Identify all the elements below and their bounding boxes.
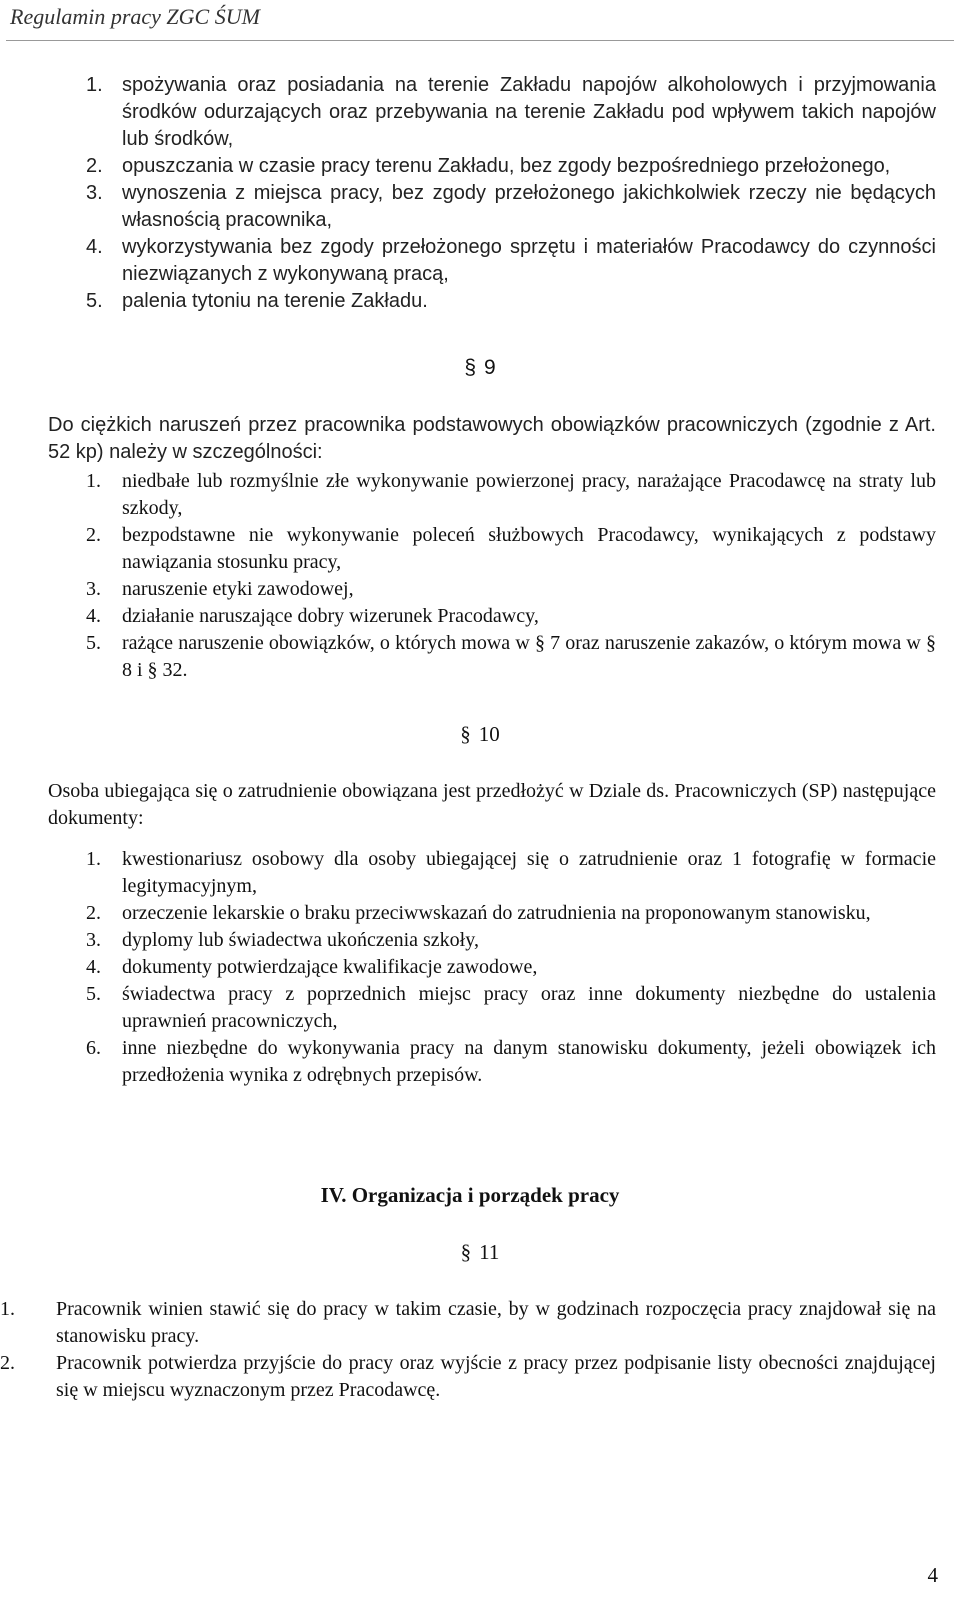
list-item — [86, 468, 936, 522]
list-item — [86, 288, 936, 315]
list-item — [0, 1296, 936, 1350]
item-number: 4. — [86, 605, 101, 627]
page-number: 4 — [927, 1563, 938, 1587]
header-divider — [6, 40, 954, 41]
paragraph-10-intro: Osoba ubiegająca się o zatrudnienie obowiązana jest przedłożyć w Dziale ds. Pracowniczych (SP) następujące dokumenty: — [48, 780, 936, 829]
item-text: dokumenty potwierdzające kwalifikacje zawodowe, — [122, 956, 538, 978]
item-text: orzeczenie lekarskie o braku przeciwwskazań do zatrudnienia na proponowanym stanowisku, — [122, 902, 871, 924]
item-text: Pracownik winien stawić się do pracy w takim czasie, by w godzinach rozpoczęcia pracy znajdował się na stanowisku pracy. — [56, 1298, 936, 1347]
chapter-title: IV. Organizacja i porządek pracy — [320, 1183, 620, 1207]
item-number: 3. — [86, 929, 101, 951]
item-number: 6. — [86, 1037, 101, 1059]
list-item — [86, 603, 936, 630]
paragraph-9-intro: Do ciężkich naruszeń przez pracownika podstawowych obowiązków pracowniczych (zgodnie z Art. 52 kp) należy w szczególności: — [48, 414, 936, 463]
item-text: rażące naruszenie obowiązków, o których mowa w § 7 oraz naruszenie zakazów, o którym mowa w § 8 i § 32. — [122, 632, 936, 681]
item-text: spożywania oraz posiadania na terenie Zakładu napojów alkoholowych i przyjmowania środków odurzających oraz przebywania na terenie Zakładu pod wpływem takich napojów lub środków, — [122, 74, 936, 150]
item-number: 5. — [86, 983, 101, 1005]
item-number: 3. — [86, 182, 103, 204]
list-item — [86, 576, 936, 603]
list-item — [86, 180, 936, 234]
item-text: działanie naruszające dobry wizerunek Pracodawcy, — [122, 605, 539, 627]
paragraph-10-list-block — [86, 846, 936, 1089]
list-item — [86, 900, 936, 927]
paragraph-heading-10 — [430, 722, 530, 747]
item-text: bezpodstawne nie wykonywanie poleceń służbowych Pracodawcy, wynikających z podstawy nawiązania stosunku pracy, — [122, 524, 936, 573]
paragraph-number: 11 — [479, 1240, 500, 1264]
list-item — [86, 981, 936, 1035]
list-item — [86, 234, 936, 288]
item-number: 2. — [86, 155, 103, 177]
paragraph-heading-9 — [440, 356, 520, 380]
paragraph-11-list-block — [0, 1296, 936, 1404]
item-number: 4. — [86, 956, 101, 978]
item-text: dyplomy lub świadectwa ukończenia szkoły, — [122, 929, 479, 951]
item-text: palenia tytoniu na terenie Zakładu. — [122, 290, 428, 312]
item-number: 5. — [86, 290, 103, 312]
item-text: opuszczania w czasie pracy terenu Zakładu, bez zgody bezpośredniego przełożonego, — [122, 155, 891, 177]
item-text: wykorzystywania bez zgody przełożonego sprzętu i materiałów Pracodawcy do czynności niezwiązanych z wykonywaną pracą, — [122, 236, 936, 285]
paragraph-9-list-block — [86, 468, 936, 684]
paragraph-number: 9 — [484, 356, 496, 379]
item-number: 1. — [86, 470, 101, 492]
list-item — [86, 954, 936, 981]
item-text: świadectwa pracy z poprzednich miejsc pracy oraz inne dokumenty niezbędne do ustalenia uprawnień pracowniczych, — [122, 983, 936, 1032]
item-number: 2. — [86, 902, 101, 924]
list-item — [86, 927, 936, 954]
list-item — [86, 630, 936, 684]
list-item — [86, 72, 936, 153]
list-item — [86, 1035, 936, 1089]
prohibitions-list — [86, 72, 936, 315]
paragraph-11-list — [0, 1296, 936, 1404]
item-number: 1. — [0, 1298, 15, 1320]
paragraph-10-list — [86, 846, 936, 1089]
list-item — [86, 846, 936, 900]
list-item — [86, 522, 936, 576]
item-number: 3. — [86, 578, 101, 600]
item-text: kwestionariusz osobowy dla osoby ubiegającej się o zatrudnienie oraz 1 fotografię w formacie legitymacyjnym, — [122, 848, 936, 897]
item-number: 4. — [86, 236, 103, 258]
list-item — [86, 153, 936, 180]
section-sign: § — [460, 1240, 472, 1264]
item-text: niedbałe lub rozmyślnie złe wykonywanie powierzonej pracy, narażające Pracodawcę na straty lub szkody, — [122, 470, 936, 519]
item-text: inne niezbędne do wykonywania pracy na danym stanowisku dokumenty, jeżeli obowiązek ich przedłożenia wynika z odrębnych przepisów. — [122, 1037, 936, 1086]
paragraph-number: 10 — [478, 722, 500, 746]
list-item — [0, 1350, 936, 1404]
section-sign: § — [460, 722, 471, 746]
item-text: Pracownik potwierdza przyjście do pracy oraz wyjście z pracy przez podpisanie listy obecności znajdującej się w miejscu wyznaczonym przez Pracodawcę. — [56, 1352, 936, 1401]
paragraph-9-list — [86, 468, 936, 684]
item-number: 1. — [86, 848, 101, 870]
item-number: 2. — [0, 1352, 15, 1374]
item-number: 2. — [86, 524, 101, 546]
item-text: naruszenie etyki zawodowej, — [122, 578, 354, 600]
prohibitions-list-block — [86, 72, 936, 315]
item-number: 1. — [86, 74, 103, 96]
section-sign: § — [464, 356, 476, 379]
item-text: wynoszenia z miejsca pracy, bez zgody przełożonego jakichkolwiek rzeczy nie będących własnością pracownika, — [122, 182, 936, 231]
paragraph-heading-11 — [430, 1240, 530, 1265]
item-number: 5. — [86, 632, 101, 654]
running-header: Regulamin pracy ZGC ŚUM — [10, 4, 260, 29]
